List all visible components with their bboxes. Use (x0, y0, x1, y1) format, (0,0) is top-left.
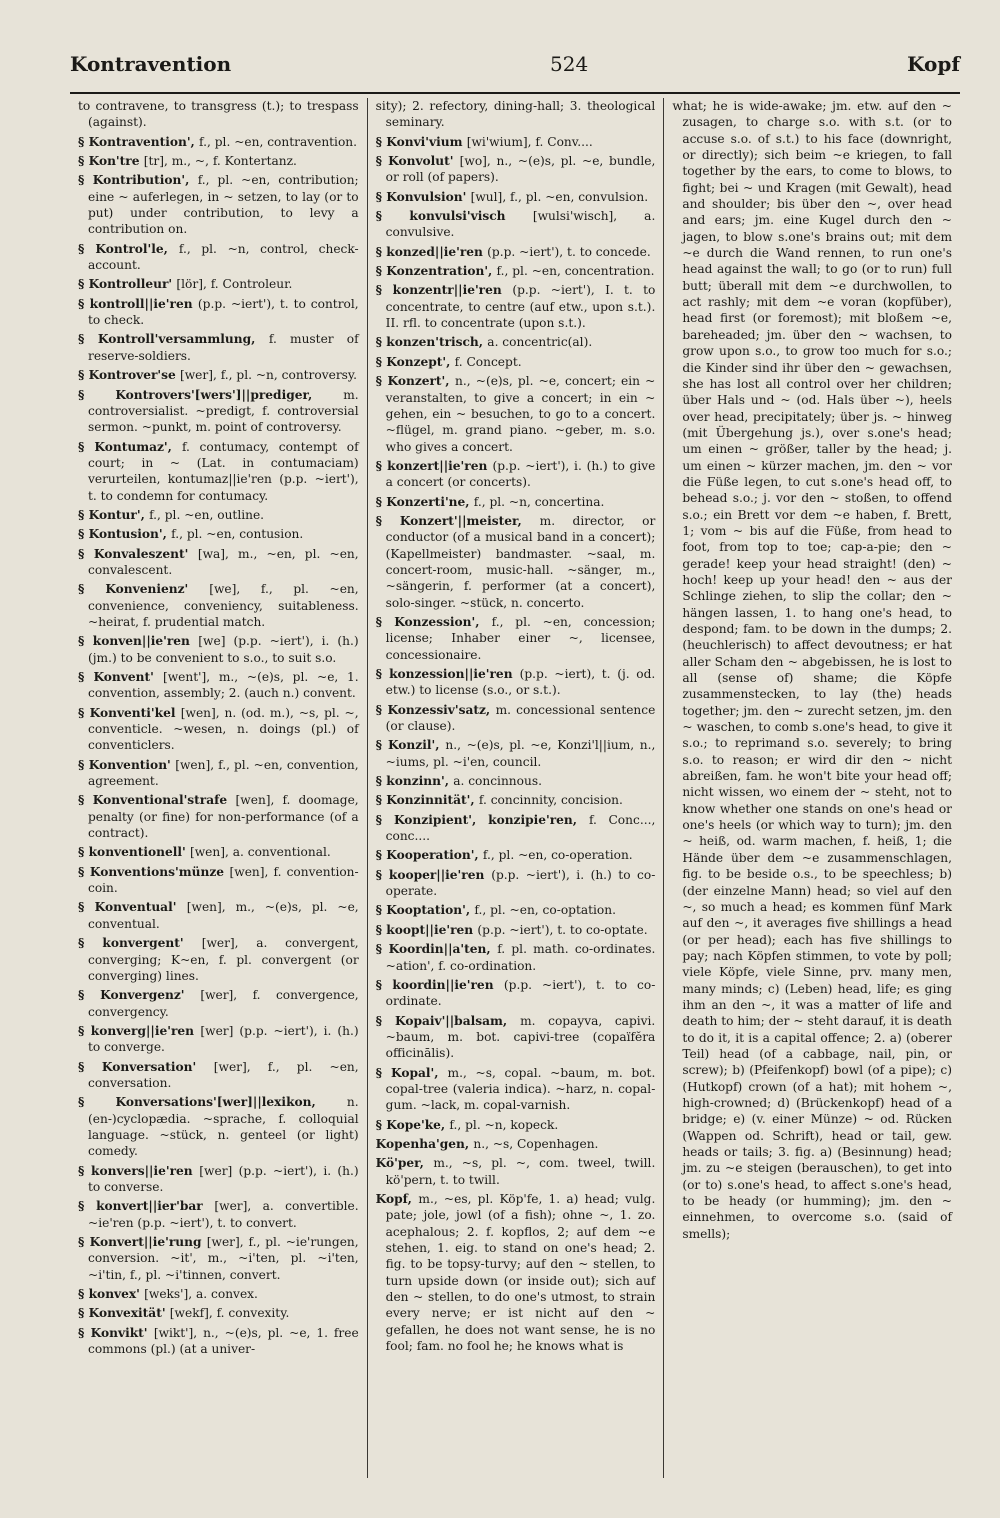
dictionary-entry (672, 98, 952, 1242)
dictionary-entry (376, 1191, 656, 1354)
entry-headword: § Kontrover'se (78, 368, 180, 383)
running-header (70, 52, 960, 94)
entry-headword: Kopf, (375, 1191, 419, 1206)
dictionary-entry (376, 847, 656, 863)
entry-definition: (p.p. ~iert'), i. (h.) to co-operate. (385, 867, 656, 899)
entry-definition: [wi'wium], f. Conv.... (466, 134, 593, 149)
entry-headword: § konzed||ie'ren (375, 244, 488, 259)
dictionary-entry (376, 208, 656, 241)
dictionary-entry (376, 282, 656, 331)
dictionary-entry (78, 507, 359, 523)
entry-headword: § Konvulsion' (375, 189, 471, 204)
entry-definition: sity); 2. refectory, dining-hall; 3. theological seminary. (375, 99, 656, 130)
entry-definition: [wer], f., pl. ~n, controversy. (179, 368, 358, 383)
entry-definition: [wen], f. convention-coin. (88, 864, 359, 896)
entry-headword: § Kontur', (78, 507, 150, 522)
entry-definition: m. director, or conductor (of a musical band in a concert); (Kapellmeister) bandmaster. ~saal, m. concert-room, music-hall. ~sänger, m., ~sängerin, f. performer (at a concert), solo-singer. ~stück, n. concerto. (385, 513, 656, 610)
entry-definition: (p.p. ~iert), t. (j. od. etw.) to license (s.o., or s.t.). (385, 667, 656, 698)
entry-headword: § Konvention' (78, 757, 176, 772)
dictionary-entry (376, 977, 656, 1010)
entry-headword: § Konzerti'ne, (375, 494, 474, 509)
dictionary-entry (376, 922, 656, 938)
last-headword: Kopf (907, 52, 960, 76)
dictionary-entry (376, 1155, 656, 1188)
dictionary-entry (78, 581, 359, 630)
dictionary-entry (78, 439, 359, 504)
entry-headword: § Kontribution', (78, 173, 198, 188)
entry-headword: § Konzinnität', (375, 793, 479, 808)
entry-headword: § konvers||ie'ren (78, 1163, 200, 1178)
entry-headword: § Kontumaz', (78, 439, 182, 454)
entry-definition: f., pl. ~en, co-operation. (482, 848, 633, 863)
entry-headword: § Kooptation', (375, 903, 475, 918)
entry-headword: § Kopaiv'||balsam, (375, 1013, 521, 1028)
entry-definition: [wekf], f. convexity. (169, 1306, 290, 1321)
entry-definition: [wul], f., pl. ~en, convulsion. (470, 189, 649, 204)
entry-definition: f., pl. ~en, concession; license; Inhaber einer ~, licensee, concessionaire. (385, 614, 656, 662)
entry-definition: [we] (p.p. ~iert'), i. (h.) (jm.) to be convenient to s.o., to suit s.o. (88, 634, 359, 665)
entry-definition: f., pl. ~en, contribution; eine ~ auferlegen, in ~ setzen, to lay (or to put) under contribution, to levy a contribution on. (88, 173, 359, 237)
entry-headword: § Kontrol'le, (78, 241, 179, 256)
entry-headword: § kooper||ie'ren (375, 867, 492, 882)
entry-headword: § kontroll||ie'ren (78, 296, 198, 311)
entry-definition: [wen], a. conventional. (190, 845, 331, 860)
dictionary-entry (376, 494, 656, 510)
entry-headword: § Konvert||ie'rung (78, 1235, 207, 1249)
dictionary-entry (376, 666, 656, 699)
dictionary-entry (376, 244, 656, 260)
dictionary-entry (376, 373, 656, 455)
dictionary-entry (78, 331, 359, 364)
entry-headword: § konvulsi'visch (375, 209, 533, 224)
entry-headword: § Konzessiv'satz, (375, 702, 496, 717)
entry-definition: (p.p. ~iert'), t. to control, to check. (88, 296, 359, 328)
entry-definition: f. Conc..., conc.... (385, 812, 656, 844)
entry-headword: § Konvaleszent' (78, 546, 198, 561)
entry-headword: § Konvergenz' (78, 988, 201, 1003)
entry-headword: § konzentr||ie'ren (375, 283, 513, 298)
entry-definition: [wen], f., pl. ~en, convention, agreement. (88, 757, 359, 789)
entry-headword: § konzen'trisch, (375, 335, 488, 350)
dictionary-entry (376, 902, 656, 918)
dictionary-entry (78, 172, 359, 237)
entry-definition: n., ~(e)s, pl. ~e, Konzi'l||ium, n., ~iums, pl. ~i'en, council. (385, 738, 656, 769)
entry-definition: [wer], f., pl. ~en, conversation. (88, 1059, 359, 1090)
dictionary-entry (376, 812, 656, 845)
entry-headword: § Konzentration', (375, 264, 497, 279)
entry-headword: § Konzipient', konzipie'ren, (375, 812, 589, 827)
dictionary-entry (78, 757, 359, 790)
entry-definition: (p.p. ~iert'), I. t. to concentrate, to centre (auf etw., upon s.t.). II. rfl. to concentrate (upon s.t.). (385, 283, 656, 331)
entry-headword: § Konventions'münze (78, 864, 230, 879)
entry-headword: § konvergent' (78, 936, 202, 951)
entry-headword: § konzinn', (375, 774, 454, 789)
first-headword: Kontravention (70, 52, 232, 76)
entry-definition: [wer], f. convergence, convergency. (88, 988, 359, 1019)
dictionary-entry (376, 1117, 656, 1133)
entry-headword: § koordin||ie'ren (375, 977, 504, 992)
dictionary-entry (78, 1163, 359, 1196)
dictionary-entry (376, 458, 656, 491)
entry-headword: Kö'per, (375, 1156, 434, 1171)
column-3 (663, 98, 960, 1478)
entry-definition: n., ~(e)s, pl. ~e, concert; ein ~ veranstalten, to give a concert; in ein ~ gehen, ein ~ besuchen, to go to a concert. ~flügel, m. grand piano. ~geber, m. s.o. who gives a concert. (385, 374, 656, 454)
entry-definition: [wer] (p.p. ~iert'), i. (h.) to converse. (88, 1163, 359, 1194)
dictionary-entry (376, 867, 656, 900)
dictionary-entry (376, 513, 656, 611)
entry-definition: [wer], a. convertible. ~ie'ren (p.p. ~iert'), t. to convert. (88, 1199, 359, 1230)
dictionary-entry (376, 792, 656, 808)
dictionary-entry (376, 737, 656, 770)
entry-headword: § konzert||ie'ren (375, 458, 493, 473)
entry-headword: § konvex' (78, 1287, 145, 1302)
entry-definition: n. (en-)cyclopædia. ~sprache, f. colloquial language. ~stück, n. genteel (or light) comedy. (88, 1095, 359, 1159)
entry-definition: [wer], f., pl. ~ie'rungen, conversion. ~it', m., ~i'ten, pl. ~i'ten, ~i'tin, f., pl. ~i'tinnen, convert. (88, 1235, 359, 1282)
entry-headword: § Kooperation', (375, 848, 483, 863)
dictionary-entry (376, 614, 656, 663)
entry-definition: m. controversialist. ~predigt, f. controversial sermon. ~punkt, m. point of controversy. (88, 387, 359, 435)
entry-definition: [wen], m., ~(e)s, pl. ~e, conventual. (88, 900, 359, 931)
entry-headword: § koopt||ie'ren (375, 922, 478, 937)
dictionary-entry (376, 1065, 656, 1114)
columns (70, 98, 960, 1478)
dictionary-entry (78, 899, 359, 932)
dictionary-entry (78, 1023, 359, 1056)
entry-headword: § konventionell' (78, 845, 190, 860)
entry-headword: § Kopal', (375, 1065, 448, 1080)
dictionary-entry (78, 1094, 359, 1159)
column-1 (70, 98, 367, 1478)
entry-definition: [went'], m., ~(e)s, pl. ~e, 1. convention, assembly; 2. (auch n.) convent. (88, 670, 359, 701)
entry-definition: [wa], m., ~en, pl. ~en, convalescent. (88, 546, 359, 577)
entry-headword: § Konvi'vium (375, 134, 467, 149)
dictionary-entry (78, 153, 359, 169)
entry-definition: [tr], m., ~, f. Kontertanz. (143, 154, 297, 169)
dictionary-entry (78, 134, 359, 150)
entry-definition: a. concentric(al). (487, 335, 593, 350)
dictionary-entry (78, 546, 359, 579)
entry-definition: m. copayva, capivi. ~baum, m. bot. capivi-tree (copaïfĕra officinālis). (385, 1013, 656, 1061)
entry-definition: f., pl. ~en, contravention. (199, 134, 358, 149)
entry-definition: (p.p. ~iert'), i. (h.) to give a concert (or concerts). (385, 458, 656, 490)
dictionary-entry (78, 844, 359, 860)
entry-definition: [we], f., pl. ~en, convenience, conveniency, suitableness. ~heirat, f. prudential match. (88, 582, 359, 629)
entry-definition: f. Concept. (454, 354, 522, 369)
entry-definition: n., ~s, Copenhagen. (473, 1136, 599, 1151)
entry-definition: (p.p. ~iert'), t. to co-optate. (477, 922, 648, 937)
entry-definition: f., pl. ~en, concentration. (496, 264, 655, 279)
entry-headword: § Kontrolleur' (78, 277, 177, 292)
entry-definition: f., pl. ~en, outline. (149, 507, 265, 522)
entry-headword: § Konzept', (375, 354, 455, 369)
entry-headword: Kopenha'gen, (375, 1136, 474, 1151)
entry-definition: f., pl. ~en, co-optation. (474, 903, 616, 918)
entry-headword: § Kontrovers'[wers']||prediger, (78, 387, 344, 402)
dictionary-entry (376, 334, 656, 350)
dictionary-entry (376, 134, 656, 150)
dictionary-entry (78, 669, 359, 702)
dictionary-entry (78, 1305, 359, 1321)
entry-headword: § Kontravention', (78, 134, 200, 149)
entry-definition: f., pl. ~n, kopeck. (449, 1117, 559, 1132)
entry-headword: § Konvent' (78, 670, 163, 684)
entry-definition: m. concessional sentence (or clause). (385, 702, 656, 734)
entry-definition: [weks'], a. convex. (144, 1287, 258, 1302)
entry-definition: [wo], n., ~(e)s, pl. ~e, bundle, or roll (of papers). (385, 154, 656, 185)
entry-definition: f. concinnity, concision. (478, 793, 623, 808)
dictionary-entry (78, 1234, 359, 1283)
entry-headword: § Konventual' (78, 900, 187, 915)
dictionary-entry (376, 98, 656, 131)
dictionary-entry (78, 1286, 359, 1302)
dictionary-entry (78, 1198, 359, 1231)
entry-definition: (p.p. ~iert'), t. to concede. (487, 244, 651, 259)
entry-definition: what; he is wide-awake; jm. etw. auf den ~ zusagen, to charge s.o. with s.t. (or to accuse s.o. of s.t.) to his face (downright, or directly); sich beim ~e kriegen, to fall together by the ears, to come to blows, to fight; bei ~ und Kragen (mit Gewalt), head and shoulder; bis über den ~, over head and ears; jm. eine Kugel durch den ~ jagen, to blow s.one's brains out; mit dem ~e durch die Wand rennen, to run one's head against the wall; to go (or to run) full butt; überall mit dem ~e durchwollen, to act rashly; mit dem ~e voran (kopfüber), head first (or foremost); mit bloßem ~e, bareheaded; jm. über den ~ wachsen, to grow upon s.o., to grow too much for s.o.; die Kinder sind ihr über den ~ gewachsen, she has lost all control over her children; über Hals und ~ (od. Hals über ~), heels over head, precipitately; über js. ~ hinweg (mit Übergehung js.), over s.one's head; um einen ~ größer, taller by the head; j. um einen ~ kürzer machen, jm. den ~ vor die Füße legen, to cut s.one's head off, to behead s.o.; j. vor den ~ stoßen, to offend s.o.; ein Brett vor dem ~e haben, f. Brett, 1; vom ~ bis auf die Füße, from head to foot, from top to toe; cap-a-pie; den ~ gerade! keep your head straight! (den) ~ hoch! keep up your head! den ~ aus der Schlinge ziehen, to slip the collar; den ~ hängen lassen, 1. to hang one's head, to despond; fam. to be down in the dumps; 2. (heuchlerisch) to affect devoutness; er hat aller Scham den ~ abgebissen, he is lost to all (sense of) shame; die Köpfe zusammenstecken, to lay (the) heads together; jm. den ~ zurecht setzen, jm. den ~ waschen, to comb s.one's head, to give it s.o.; to reprimand s.o. severely; to bring s.o. to reason; er wird dir den ~ nicht abreißen, fam. he won't bite your head off; nicht wissen, wo einem der ~ steht, not to know whether one stands on one's head or one's heels (or which way to turn); jm. den ~ heiß, od. warm machen, f. heiß, 1; die Hände über dem ~e zusammenschlagen, fig. to be beside o.s., to be speechless; b) (der einzelne Mann) head; so viel auf den ~, so much a head; es kommen fünf Mark auf den ~, it averages five shillings a head (or per head); each has five shillings to pay; nach Köpfen stimmen, to vote by poll; viele Köpfe, viele Sinne, prv. many men, many minds; c) (Leben) head, life; es ging ihm an den ~, it was a matter of life and death to him; der ~ steht darauf, it is death to do it, it is a capital offence; 2. a) (oberer Teil) head (of a cabbage, nail, pin, or screw); b) (Pfeifenkopf) bowl (of a pipe); c) (Hutkopf) crown (of a hat); mit hohem ~, high-crowned; d) (Brückenkopf) head of a bridge; e) (v. einer Münze) ~ od. Rücken (Wappen od. Schrift), head or tail, gew. heads or tails; 3. fig. a) (Besinnung) head; jm. zu ~e steigen (berauschen), to get into (or to) s.one's head, to affect s.one's head, to be heady (or humming); jm. den ~ einnehmen, to overcome s.o. (said of smells); (672, 99, 952, 1241)
dictionary-entry (78, 705, 359, 754)
entry-definition: to contravene, to transgress (t.); to trespass (against). (78, 99, 359, 130)
entry-headword: § Konvolut' (375, 154, 460, 169)
entry-definition: (p.p. ~iert'), t. to co-ordinate. (385, 977, 656, 1009)
entry-definition: [wikt'], n., ~(e)s, pl. ~e, 1. free commons (pl.) (at a univer- (88, 1325, 359, 1357)
entry-definition: m., ~s, copal. ~baum, m. bot. copal-tree (valeria indica). ~harz, n. copal-gum. ~lack, m. copal-varnish. (385, 1065, 656, 1113)
entry-headword: § Konventi'kel (78, 705, 181, 720)
entry-definition: [lör], f. Controleur. (176, 277, 293, 292)
entry-headword: § Kon'tre (78, 154, 144, 169)
entry-definition: [wer], a. convergent, converging; K~en, f. pl. convergent (or converging) lines. (88, 936, 359, 983)
entry-headword: § Konvenienz' (78, 582, 210, 597)
entry-definition: [wulsi'wisch], a. convulsive. (385, 209, 656, 240)
dictionary-entry (376, 941, 656, 974)
dictionary-entry (78, 1325, 359, 1358)
dictionary-entry (78, 1059, 359, 1092)
dictionary-entry (78, 98, 359, 131)
entry-headword: § Konzert', (375, 374, 456, 389)
dictionary-entry (376, 263, 656, 279)
dictionary-entry (376, 153, 656, 186)
dictionary-entry (376, 189, 656, 205)
entry-headword: § konzession||ie'ren (375, 667, 520, 681)
dictionary-entry (78, 987, 359, 1020)
entry-definition: [wen], n. (od. m.), ~s, pl. ~, conventicle. ~wesen, n. doings (pl.) of conventiclers. (88, 705, 359, 753)
entry-headword: § Koordin||a'ten, (375, 942, 498, 957)
entry-headword: § Konzert'||meister, (375, 513, 540, 528)
entry-definition: f., pl. ~en, contusion. (171, 527, 304, 542)
entry-definition: m., ~es, pl. Köp'fe, 1. a) head; vulg. pate; jole, jowl (of a fish); ohne ~, 1. zo. acephalous; 2. f. kopflos, 2; auf dem ~e stehen, 1. eig. to stand on one's head; 2. fig. to be topsy-turvy; auf den ~ stellen, to turn upside down (or inside out); sich auf den ~ stellen, to do one's utmost, to strain every nerve; er ist nicht auf den ~ gefallen, he does not want sense, he is no fool; fam. no fool he; he knows what is (385, 1191, 656, 1354)
entry-headword: § konverg||ie'ren (78, 1023, 201, 1038)
dictionary-entry (78, 935, 359, 984)
entry-headword: § Konventional'strafe (78, 793, 236, 808)
entry-headword: § Konzil', (375, 738, 446, 753)
entry-definition: f., pl. ~n, control, check-account. (88, 241, 359, 273)
entry-definition: [wer] (p.p. ~iert'), i. (h.) to converge. (88, 1023, 359, 1055)
entry-headword: § Konvexität' (78, 1306, 170, 1321)
dictionary-entry (78, 792, 359, 841)
entry-definition: a. concinnous. (453, 774, 542, 789)
entry-headword: § Konversations'[wer]||lexikon, (78, 1095, 347, 1110)
entry-headword: § konvert||ier'bar (78, 1199, 215, 1214)
dictionary-entry (376, 773, 656, 789)
dictionary-entry (78, 864, 359, 897)
entry-headword: § Kontusion', (78, 527, 172, 542)
dictionary-entry (78, 387, 359, 436)
page-number: 524 (550, 52, 589, 76)
entry-definition: f. contumacy, contempt of court; in ~ (Lat. in contumaciam) verurteilen, kontumaz||ie'ren (p.p. ~iert'), t. to condemn for contumacy. (88, 439, 359, 503)
dictionary-entry (78, 296, 359, 329)
entry-headword: § Konversation' (78, 1059, 214, 1074)
dictionary-entry (78, 526, 359, 542)
dictionary-entry (376, 354, 656, 370)
entry-headword: § Kontroll'versammlung, (78, 332, 269, 347)
dictionary-entry (78, 633, 359, 666)
entry-headword: § Konzession', (375, 614, 492, 629)
dictionary-entry (78, 367, 359, 383)
entry-definition: m., ~s, pl. ~, com. tweel, twill. kö'pern, t. to twill. (385, 1156, 656, 1187)
dictionary-entry (376, 1013, 656, 1062)
dictionary-entry (78, 241, 359, 274)
entry-headword: § Konvikt' (78, 1325, 154, 1340)
column-2 (367, 98, 664, 1478)
entry-definition: f., pl. ~n, concertina. (473, 494, 605, 509)
entry-headword: § Kope'ke, (375, 1117, 450, 1132)
dictionary-entry (376, 1136, 656, 1152)
entry-definition: f. pl. math. co-ordinates. ~ation', f. co-ordination. (385, 942, 656, 973)
entry-headword: § konven||ie'ren (78, 634, 199, 649)
dictionary-entry (376, 702, 656, 735)
entry-definition: f. muster of reserve-soldiers. (88, 332, 359, 363)
dictionary-entry (78, 276, 359, 292)
entry-definition: [wen], f. doomage, penalty (or fine) for non-performance (of a contract). (88, 793, 359, 841)
